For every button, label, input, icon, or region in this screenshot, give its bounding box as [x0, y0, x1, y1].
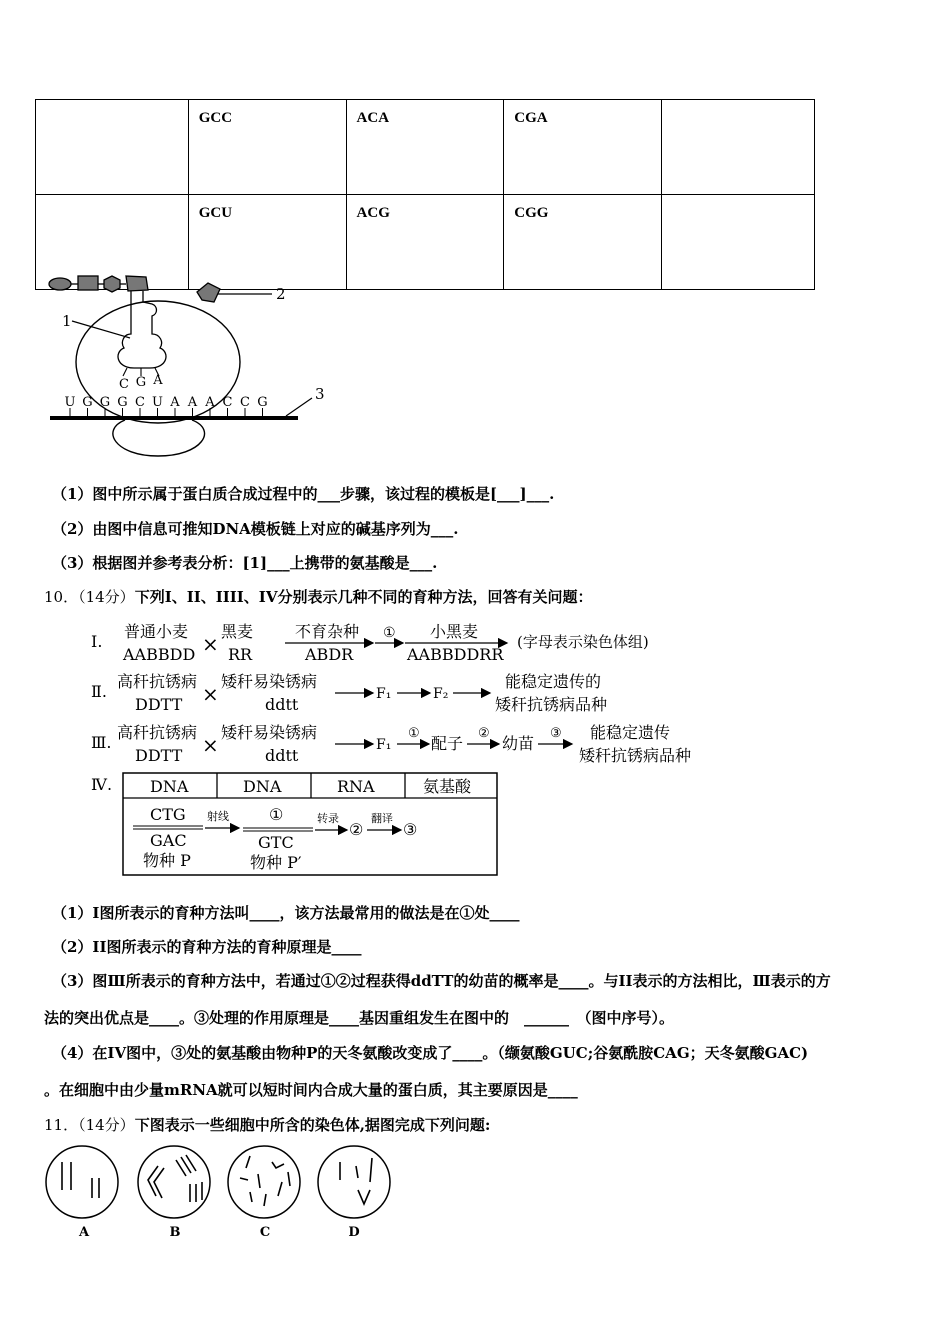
iv-circle3: ③ — [403, 820, 418, 839]
iv-circle2: ② — [349, 820, 364, 839]
q10-part2: （2）II图所表示的育种方法的育种原理是____ — [52, 938, 362, 956]
cell-d-chromosomes — [340, 1158, 372, 1204]
iv-radiation: 射线 — [207, 810, 229, 823]
iv-transcription: 转录 — [317, 812, 339, 825]
row-i-parent2-genome: RR — [228, 645, 253, 664]
svg-text:×: × — [202, 733, 219, 757]
mrna-base: G — [82, 395, 93, 410]
iv-header-rna: RNA — [337, 777, 375, 796]
q10-part3-line2: 法的突出优点是____。③处理的作用原理是____基因重组发生在图中的 ______ （图中序号）。 — [44, 1009, 675, 1027]
row-ii-f2: F₂ — [433, 686, 449, 702]
iv-gtc: GTC — [258, 833, 294, 852]
cell-c-chromosomes — [240, 1156, 290, 1206]
row-ii-parent2-genome: ddtt — [265, 695, 299, 714]
table-cell: CGA — [504, 100, 662, 195]
row-ii-result-line2: 矮秆抗锈病品种 — [495, 695, 608, 714]
q10-part4-line1: （4）在IV图中，③处的氨基酸由物种P的天冬氨酸改变成了____。（缬氨酸GUC;谷氨酰胺CAG；天冬氨酸GAC) — [52, 1044, 809, 1062]
q10-part4-line2: 。在细胞中由少量mRNA就可以短时间内合成大量的蛋白质，其主要原因是____ — [44, 1081, 578, 1099]
row-ii-parent1-genome: DDTT — [135, 695, 183, 714]
anticodon-base: G — [135, 375, 147, 390]
q10-part1: （1）I图所表示的育种方法叫____，该方法最常用的做法是在①处____ — [52, 904, 520, 922]
mrna-base: U — [64, 395, 76, 410]
row-iv-label: Ⅳ. — [91, 775, 113, 794]
q11-text: 下图表示一些细胞中所含的染色体,据图完成下列问题: — [134, 1116, 491, 1134]
table-cell — [662, 100, 815, 195]
row-i-note: (字母表示染色体组) — [517, 633, 649, 651]
row-iii-f1: F₁ — [376, 737, 392, 753]
iv-ctg: CTG — [150, 805, 186, 824]
cell-a-chromosomes — [62, 1162, 99, 1198]
mrna-base: A — [205, 395, 215, 410]
ribosome-small-subunit — [113, 420, 205, 456]
mrna-base: G — [117, 395, 128, 410]
q10-heading — [44, 586, 592, 607]
table-cell: ACG — [346, 195, 504, 290]
q9-part2: （2）由图中信息可推知DNA模板链上对应的碱基序列为___. — [52, 520, 459, 538]
row-iii-step3: ③ — [550, 726, 562, 741]
codon-table — [35, 99, 815, 290]
row-ii-f1: F₁ — [376, 686, 392, 702]
q11-score: （14分） — [78, 1116, 135, 1134]
iv-species-p: 物种 P — [143, 851, 191, 870]
iv-circle1: ① — [269, 805, 284, 824]
row-iii-label: Ⅲ. — [91, 733, 112, 752]
table-cell: GCC — [188, 100, 346, 195]
row-iii-result-line2: 矮秆抗锈病品种 — [579, 746, 692, 765]
row-i-parent1-name: 普通小麦 — [124, 622, 189, 641]
table-row — [36, 100, 815, 195]
mrna-base: G — [257, 395, 268, 410]
row-iii-parent2-name: 矮秆易染锈病 — [221, 723, 318, 742]
row-iii-gamete: 配子 — [431, 734, 464, 753]
cell-d — [318, 1146, 390, 1218]
row-i-label: Ⅰ. — [91, 632, 103, 651]
table-cell: CGG — [504, 195, 662, 290]
table-cell: ACA — [346, 100, 504, 195]
chromosome-cells-figure — [40, 1144, 400, 1240]
row-iii-seedling: 幼苗 — [502, 734, 535, 753]
mrna-base: A — [187, 395, 198, 410]
q11-number: 11． — [44, 1116, 79, 1134]
label-3: 3 — [315, 385, 325, 403]
row-ii-label: Ⅱ. — [91, 682, 107, 701]
q10-score: （14分） — [78, 588, 135, 606]
row-iii-result-line1: 能稳定遗传 — [590, 723, 671, 742]
q9-part1: （1）图中所示属于蛋白质合成过程中的___步骤，该过程的模板是[___]___. — [52, 485, 555, 503]
row-iii-parent1-genome: DDTT — [135, 746, 183, 765]
mrna-base: A — [170, 395, 180, 410]
row-iii-parent1-name: 高秆抗锈病 — [117, 723, 198, 742]
q10-intro: 下列I、II、IIII、IV分别表示几种不同的育种方法，回答有关问题： — [134, 588, 593, 606]
iv-species-p2: 物种 P′ — [250, 853, 302, 872]
table-cell — [662, 195, 815, 290]
breeding-diagram — [85, 618, 725, 880]
q9-part3: （3）根据图并参考表分析：[1]___上携带的氨基酸是___. — [52, 554, 438, 572]
q10-number: 10． — [44, 588, 79, 606]
row-i-step: ① — [383, 625, 396, 641]
mrna-base: G — [99, 395, 111, 410]
table-cell: GCU — [188, 195, 346, 290]
svg-text:×: × — [202, 682, 219, 706]
cell-a — [46, 1146, 118, 1218]
row-ii-parent1-name: 高秆抗锈病 — [117, 672, 198, 691]
row-iii-step2: ② — [478, 726, 490, 741]
cell-c-label: C — [259, 1225, 271, 1240]
iv-gac: GAC — [150, 831, 187, 850]
row-iii-step1: ① — [408, 726, 420, 741]
iv-header-dna: DNA — [243, 777, 282, 796]
mrna-base: U — [152, 395, 163, 410]
svg-text:×: × — [202, 632, 219, 656]
row-iii-parent2-genome: ddtt — [265, 746, 299, 765]
cell-b-label: B — [169, 1225, 181, 1240]
label-1: 1 — [62, 312, 72, 330]
anticodon-base: C — [119, 377, 129, 392]
cell-b-chromosomes — [148, 1155, 202, 1202]
anticodon-base: A — [153, 373, 163, 388]
table-cell — [36, 100, 189, 195]
cell-d-label: D — [348, 1225, 360, 1240]
iv-header-amino-acid: 氨基酸 — [423, 777, 472, 796]
row-i-hybrid-name: 不育杂种 — [295, 622, 360, 641]
q11-heading — [44, 1114, 490, 1135]
q10-part3-line1: （3）图Ⅲ所表示的育种方法中，若通过①②过程获得ddTT的幼苗的概率是____。与II表示的方法相比，Ⅲ表示的方 — [52, 972, 831, 990]
row-i-hybrid-genome: ABDR — [305, 645, 354, 664]
cell-a-label: A — [78, 1225, 90, 1240]
iv-header-dna: DNA — [150, 777, 189, 796]
row-ii-parent2-name: 矮秆易染锈病 — [221, 672, 318, 691]
row-ii-result-line1: 能稳定遗传的 — [505, 672, 602, 691]
row-i-parent2-name: 黑麦 — [221, 622, 254, 641]
row-i-parent1-genome: AABBDD — [123, 645, 196, 664]
iv-translation: 翻译 — [371, 812, 393, 825]
mrna-base: C — [222, 395, 233, 410]
mrna-base: C — [240, 395, 250, 410]
mrna-base: C — [135, 395, 145, 410]
row-i-product-genome: AABBDDRR — [407, 645, 504, 664]
row-i-product-name: 小黑麦 — [430, 622, 479, 641]
polypeptide-chain — [49, 276, 148, 292]
translation-figure — [40, 272, 340, 462]
amino-acid-shape — [197, 283, 220, 302]
label-2: 2 — [276, 285, 286, 303]
